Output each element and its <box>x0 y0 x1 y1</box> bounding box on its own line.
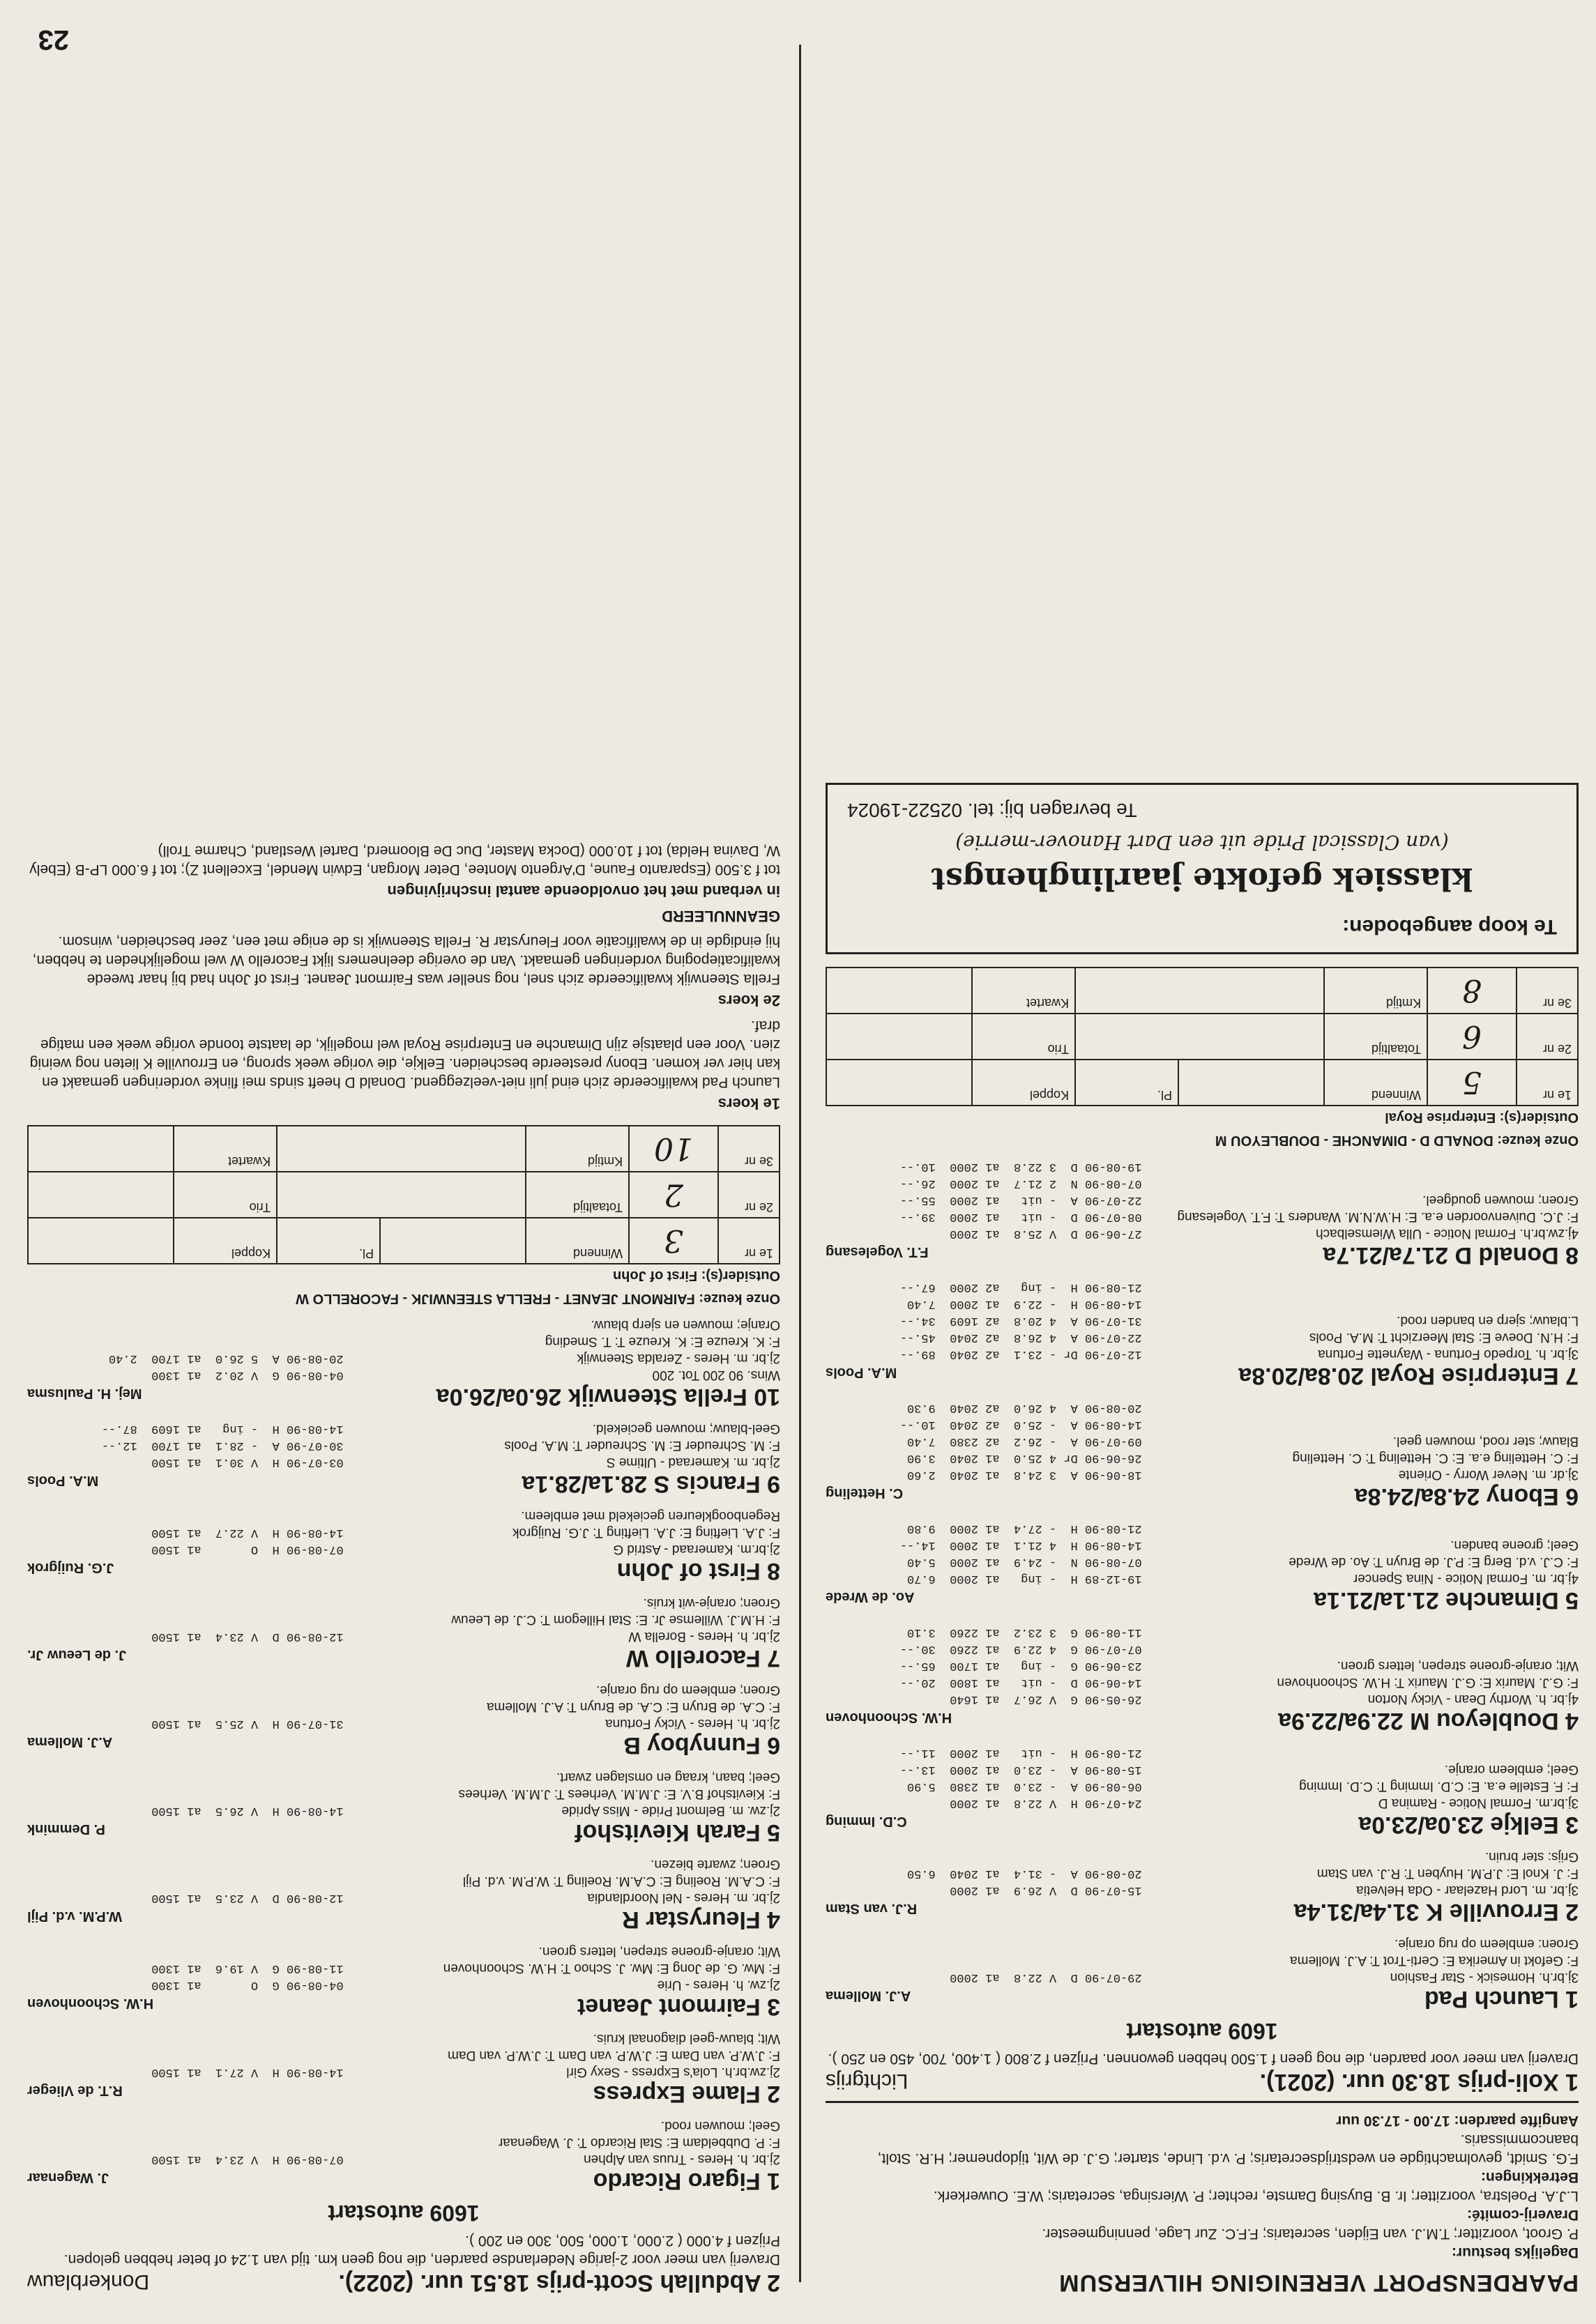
handwritten-number: 10 <box>629 1126 718 1172</box>
comite-label: Draverij-comité: <box>1467 2207 1579 2223</box>
horse-title-row <box>826 1241 1579 1269</box>
race1-bet-table <box>826 967 1579 1106</box>
horse-body <box>826 1848 1579 1898</box>
table-row <box>28 1172 780 1218</box>
cell-empty <box>380 1218 526 1264</box>
race1-keuze: Onze keuze: DONALD D - DIMANCHE - DOUBLEYOU M <box>1215 1133 1579 1148</box>
horse-form: 07-08-90 H V 23.4 a1 1500 <box>151 2153 344 2166</box>
comite-text: L.J.A. Poelstra, voorzitter; Ir. B. Buysing Damste, rechter; P. Wiersinga, secretaris; W.E. Ouwerkerk. <box>933 2188 1579 2204</box>
horse-title-row <box>826 1587 1579 1614</box>
cancelled-text: tot f 3.500 (Esparanto Faune, D'Argento Montee, Deter Morgan, Edwin Mendel, Excellent Z); tot f 6.000 LP-B (Ebely W, Davina Helda) tot f 10.000 (Docka Master, Duc De Bloomerd, Dartel Westland, Charme Troll) <box>29 843 780 878</box>
cell-label: Kmtijd <box>526 1126 629 1172</box>
cell-empty <box>826 968 972 1014</box>
horse-trainer: A.J. Mollema <box>826 1988 911 2003</box>
race2-start: 1609 autostart <box>328 2201 480 2226</box>
horse-info: 3j.br. m. Lord Hazelaar - Oda Helvetia F: J. Knol E: J.P.M. Huyben T: R.J. van Stam Grijs: ster bruin. <box>1316 1849 1579 1897</box>
horse-trainer: Mej. H. Paulusma <box>27 1386 142 1401</box>
horse-trainer: P. Demmink <box>27 1821 105 1837</box>
horse-trainer: J. de Leeuw Jr. <box>27 1647 127 1662</box>
horse-body <box>27 1856 780 1906</box>
horse-form: 14-08-90 H V 26.5 a1 1500 <box>151 1804 344 1817</box>
horse-info: 2j.zw. h. Heres - Urie F: Mw. G. de Jong E: Mw. J. Schoo T: H.W. Schoonhoven Wit; oranje-groene strepen, letters groen. <box>443 1944 780 1992</box>
horse-entry <box>27 1420 780 1497</box>
horse-info: 2j.br. m. Heres - Nel Noordlandia F: C.A.M. Roeling E: C.A.M. Roeling T: W.P.M. v.d. Pijl Groen; zwarte biezen. <box>462 1857 780 1905</box>
horse-body <box>27 2030 780 2080</box>
report-k2-text: Frella Steenwijk kwalificeerde zich snel, nog sneller was Fairmont Jeanet. First of John had bij haar tweede kwalificatiepoging vorderingen gemaakt. Van de overige deelnemers lijkt Facorello W wel mogelijkheden te hebben, hij eindigde in de kwalificatie voor Fleurystar R. Frella Steenwijk is de enige met een, zeer bescheiden, winsom. <box>32 933 780 987</box>
right-column <box>27 38 780 2296</box>
horse-title-row <box>27 1819 780 1846</box>
horse-entry <box>27 1316 780 1410</box>
horse-info: 2j.zw.br.h. Lola's Express - Sexy Girl F: J.W.P. van Dam E: J.W.P. van Dam T: J.W.P. van Dam Wit; blauw-geel diagonaal kruis. <box>448 2031 780 2079</box>
horse-entry <box>826 1744 1579 1838</box>
horse-entry <box>826 1848 1579 1925</box>
horse-name: 4 Doubleyou M 22.9a/22.9a <box>1278 1708 1579 1734</box>
horse-entry <box>826 1158 1579 1269</box>
aangifte-text: Aangifte paarden: 17.00 - 17.30 uur <box>1336 2113 1579 2129</box>
horse-form: 12-08-90 D V 23.4 a1 1500 <box>151 1630 344 1643</box>
betrekkingen-text: F.G. Smidt, gevolmachtigde en wedstrijdsecretaris; P. v.d. Linde, starter; G.J. de Wit, tijdopnemer; H.R. Stolt, baancommissaris. <box>877 2132 1579 2166</box>
horse-info: 2j.br. h. Heres - Borella W F: H.M.J. Willemse Jr. E: Stal Hillegom T: C.J. de Leeuw Groen; oranje-wit kruis. <box>451 1596 780 1644</box>
cell-label: 1e nr <box>718 1218 780 1264</box>
horse-trainer: H.W. Schoonhoven <box>826 1710 952 1725</box>
race2-color: Donkerblauw <box>27 2270 150 2293</box>
ad-subtitle: (van Classical Pride uit een Dart Hanover-merrie) <box>955 831 1449 854</box>
race1-color: Lichtgrijs <box>826 2070 909 2093</box>
race1-outsiders: Outsider(s): Enterprise Royal <box>1385 1110 1579 1125</box>
cell-label: Winnend <box>1324 1060 1427 1106</box>
horse-form: 27-06-90 D V 25.8 a1 2000 08-07-90 D - uit a1 2000 39.-- 22-07-90 A - uit a1 2000 55.-- 07-08-90 N 2 21.7 a1 2000 26.-- 19-08-90 D 3 22.8 a1 2000 10.-- <box>899 1160 1142 1240</box>
horse-name: 7 Facorello W <box>625 1645 780 1672</box>
horse-entry <box>27 1507 780 1584</box>
handwritten-number: 2 <box>629 1172 718 1218</box>
horse-name: 5 Dimanche 21.1a/21.1a <box>1314 1587 1579 1614</box>
horse-trainer: J. Wagenaar <box>27 2170 109 2185</box>
cell-empty <box>1075 968 1324 1014</box>
horse-title-row <box>826 1362 1579 1389</box>
horse-body <box>27 2117 780 2167</box>
horse-name: 10 Frella Steenwijk 26.0a/26.0a <box>436 1384 780 1410</box>
horse-form: 07-08-90 H O a1 1500 14-08-90 H V 22.7 a1 1500 <box>151 1526 344 1556</box>
cell-label: Totaaltijd <box>1324 1014 1427 1060</box>
cell-label: Kwartet <box>972 968 1075 1014</box>
horse-name: 7 Enterprise Royal 20.8a/20.8a <box>1238 1363 1579 1389</box>
horse-info: 4j.zw.br.h. Formal Notice - Ulla Wiemselbach F: J.C. Duivenvoorden e.a. E: H.W.N.M. Wanders T: F.T. Vogelesang Groen; mouwen goudgeel. <box>1177 1193 1579 1241</box>
horse-info: 3j.br.m. Formal Notice - Ramina D F: F. Estelle e.a. E: C.D. Imming T: C.D. Imming Geel; embleem oranje. <box>1299 1762 1579 1810</box>
cell-label: Koppel <box>972 1060 1075 1106</box>
horse-body <box>826 1158 1579 1241</box>
horse-title-row <box>27 1906 780 1933</box>
horse-form: 24-07-90 H V 22.8 a1 2000 06-08-90 A - 23.0 a1 2380 5.90 15-08-90 A - 23.0 a1 2000 13.-- 21-08-90 H - uit a1 2000 11.-- <box>899 1746 1142 1810</box>
ad-heading: Te koop aangeboden: <box>1342 915 1557 938</box>
horse-trainer: F.T. Vogelesang <box>826 1244 929 1260</box>
race1-title: 1 Xoli-prijs 18.30 uur. (2021). <box>1259 2069 1579 2095</box>
horse-body <box>826 1399 1579 1483</box>
horse-form: 12-07-90 Dr - 23.1 a2 2040 89.-- 22-07-90 A 4 26.8 a2 2040 45.-- 31-07-90 A 4 20.8 a2 1609 34.-- 14-08-90 H - 22.9 a1 2000 7.40 21-08-90 H - ing a2 2000 67.-- <box>899 1281 1142 1361</box>
horse-trainer: H.W. Schoonhoven <box>27 1996 154 2011</box>
horse-title-row <box>27 1993 780 2020</box>
horse-title-row <box>826 1811 1579 1838</box>
horse-name: 3 Fairmont Jeanet <box>577 1994 780 2020</box>
horse-name: 1 Figaro Ricardo <box>593 2168 780 2194</box>
horse-body <box>27 1316 780 1383</box>
race2-header <box>27 2269 780 2296</box>
horse-trainer: C. Hetteling <box>826 1485 904 1501</box>
cell-empty <box>28 1172 174 1218</box>
report-k1-title: 1e koers <box>717 1095 780 1113</box>
horse-body <box>826 1520 1579 1587</box>
table-row <box>826 1014 1578 1060</box>
horse-title-row <box>27 1557 780 1584</box>
horse-entry <box>27 1594 780 1672</box>
horse-title-row <box>27 1383 780 1410</box>
race1-desc: Draverij van meer voor paarden, die nog geen f 1.500 hebben gewonnen. Prijzen f 2.800 ( 1.400, 700, 450 en 250 ). <box>828 2051 1579 2067</box>
horse-name: 5 Farah Kievitshof <box>575 1819 780 1846</box>
horse-body <box>826 1278 1579 1362</box>
horse-info: 2j.br.m. Kameraad - Astrid G F: J.A. Liefting E: J.A. Liefting T: J.G. Ruijgrok Regenboogkleuren geciekeld met embleem. <box>512 1508 780 1557</box>
horse-title-row <box>27 1731 780 1759</box>
horse-name: 6 Ebony 24.8a/24.8a <box>1354 1483 1579 1510</box>
horse-name: 1 Launch Pad <box>1424 1986 1579 2012</box>
horse-body <box>27 1681 780 1731</box>
horse-entry <box>27 1856 780 1933</box>
cell-label: Kmtijd <box>1324 968 1427 1014</box>
cell-empty <box>826 1060 972 1106</box>
horse-name: 8 Donald D 21.7a/21.7a <box>1323 1242 1579 1269</box>
race2-outsiders: Outsider(s): First of John <box>613 1268 780 1283</box>
horse-entry <box>27 2117 780 2194</box>
horse-entry <box>27 2030 780 2107</box>
cell-label: 1e nr <box>1517 1060 1578 1106</box>
horse-body <box>27 1768 780 1819</box>
horse-name: 2 Flame Express <box>593 2081 780 2107</box>
race1-header <box>826 2068 1579 2095</box>
horse-trainer: R.J. van Stam <box>826 1901 918 1916</box>
horse-info: 2j.br. m. Kameraad - Ultime S F: M. Schreuder E: M. Schreuder T: M.A. Pools Geel-blauw; mouwen geciekeld. <box>504 1421 780 1469</box>
report-k1-text: Launch Pad kwalificeerde zich eind juli niet-veelzeggend. Donald D heeft sinds mei flinke vorderingen gemaakt en kan hier ver komen. Ebony presteerde bescheiden. Eelkje, die vorige week sprong, en Errouville K lieten nog weinig zien. Voor een plaatsje zijn Dimanche en Enterprise Royal wel mogelijk, de laatste toonde vorige week een matige draf. <box>29 1018 780 1090</box>
horse-trainer: J.G. Ruijgrok <box>27 1560 114 1575</box>
horse-form: 03-07-90 H V 30.1 a1 1500 30-07-90 A - 28.1 a1 1700 12.-- 14-08-90 H - ing a1 1609 87.-- <box>101 1422 344 1469</box>
horse-form: 15-07-90 D V 26.9 a1 2000 20-08-90 A - 31.4 a1 2040 6.50 <box>906 1867 1142 1897</box>
horse-trainer: Ao. de Wrede <box>826 1589 915 1605</box>
cancelled-subtitle: in verband met het onvoldoende aantal inschrijvingen <box>387 882 780 900</box>
cell-label: Winnend <box>526 1218 629 1264</box>
horse-name: 2 Errouville K 31.4a/31.4a <box>1293 1899 1579 1925</box>
horse-name: 6 Funnyboy B <box>623 1732 780 1759</box>
horse-entry <box>826 1520 1579 1614</box>
cell-label: 3e nr <box>718 1126 780 1172</box>
horse-title-row <box>826 1483 1579 1510</box>
cell-label: Totaaltijd <box>526 1172 629 1218</box>
org-title: PAARDENSPORT VERENIGING HILVERSUM <box>1058 2270 1579 2296</box>
horse-trainer: R.T. de Vlieger <box>27 2083 123 2098</box>
race2-bet-table <box>27 1125 780 1264</box>
cancelled-title: GEANNULEERD <box>662 908 780 925</box>
horse-body <box>826 1744 1579 1811</box>
race2-keuze: Onze keuze: FAIRMONT JEANET - FRELLA STEENWIJK - FACORELLO W <box>296 1291 780 1306</box>
horse-body <box>27 1420 780 1470</box>
betrekkingen-label: Betrekkingen: <box>1480 2169 1579 2185</box>
cell-empty <box>1178 1060 1324 1106</box>
horse-entry <box>826 1935 1579 2012</box>
horse-form: 04-08-90 G O a1 1300 11-08-90 G V 19.6 a1 1300 <box>151 1962 344 1992</box>
horse-entry <box>27 1681 780 1759</box>
horse-info: 4j.br. m. Formal Notice - Nina Spencer F: C.J. v.d. Berg E: P.J. de Bruyn T: Ao. de Wrede Geel; groene banden. <box>1289 1538 1579 1586</box>
horse-body <box>27 1507 780 1557</box>
cell-empty <box>1075 1014 1324 1060</box>
horse-title-row <box>27 1644 780 1672</box>
cell-label: Trio <box>972 1014 1075 1060</box>
cell-label: Kwartet <box>174 1126 277 1172</box>
cell-empty <box>28 1218 174 1264</box>
report-k2-title: 2e koers <box>717 992 780 1009</box>
bestuur-text: P. Groot, voorzitter; T.M.J. van Eijden, secretaris; F.F.C. Zur Lage, penningmeester. <box>1042 2226 1579 2242</box>
horse-name: 9 Francis S 28.1a/28.1a <box>522 1471 780 1497</box>
horse-trainer: C.D. Imming <box>826 1814 907 1829</box>
horse-info: 4j.br. h. Worthy Dean - Vicky Norton F: G.J. Maurix E: G.J. Maurix T: H.W. Schoonhoven Wit; oranje-groene strepen, letters groen. <box>1277 1658 1579 1706</box>
cell-label: 3e nr <box>1517 968 1578 1014</box>
horse-form: 19-12-89 H - ing a1 2000 6.70 07-08-90 N - 24.9 a1 2000 5.40 14-08-90 H 4 21.1 a1 2000 14.-- 21-08-90 H - 27.4 a1 2000 9.80 <box>899 1522 1142 1585</box>
horse-title-row <box>826 1985 1579 2012</box>
page-number: 23 <box>38 24 69 55</box>
handwritten-number: 8 <box>1427 968 1517 1014</box>
horse-name: 3 Eelkje 23.0a/23.0a <box>1358 1812 1579 1838</box>
horse-info: 3j.dr. m. Never Worry - Oriente F: C. Hetteling e.a. E: C. Hetteling T: C. Hetteling Blauw; ster rood, mouwen geel. <box>1292 1434 1579 1482</box>
cell-empty <box>277 1172 526 1218</box>
advertisement <box>826 783 1579 954</box>
horse-body <box>27 1594 780 1644</box>
cell-label: Pl. <box>277 1218 380 1264</box>
horse-info: 3j.br.h. Homesick - Star Fashion F: Gefokt in Amerika E: Certi-Trot T: A.J. Mollema Groen: embleem op rug oranje. <box>1290 1936 1579 1985</box>
left-column <box>826 38 1579 2296</box>
horse-entry <box>826 1623 1579 1734</box>
ad-title: klassiek gefokte jaarlinghengst <box>931 861 1473 896</box>
horse-info: Wins. 90 200 Tot. 200 2j.br. m. Heres - Zeralda Steenwijk F: K. Kreuze E: K. Kreuze T: T. Smeding Oranje; mouwen en sjerp blauw. <box>545 1317 780 1382</box>
cell-label: 2e nr <box>1517 1014 1578 1060</box>
section-rule <box>826 2101 1579 2103</box>
horse-title-row <box>27 1470 780 1497</box>
column-divider <box>799 45 801 2282</box>
horse-name: 8 First of John <box>616 1558 780 1584</box>
horse-info: 2j.zw. m. Belmont Pride - Miss Apride F: Kievitshof B.V. E: J.M.M. Verhees T: J.M.M. Verhees Geel; baan, kraag en omslagen zwart. <box>458 1770 780 1818</box>
cell-empty <box>277 1126 526 1172</box>
handwritten-number: 5 <box>1427 1060 1517 1106</box>
horse-form: 29-07-90 D V 22.8 a1 2000 <box>950 1971 1142 1984</box>
horse-entry <box>826 1399 1579 1510</box>
horse-body <box>27 1943 780 1993</box>
race1-horse-list <box>826 1158 1579 2012</box>
horse-trainer: W.P.M. v.d. Pijl <box>27 1909 122 1924</box>
horse-info: 3j.br. h. Torpedo Fortuna - Waynette Fortuna F: H.N. Doeve E: Stal Meerzicht T: M.A. Pools L.blauw; sjerp en banden rood. <box>1309 1313 1579 1361</box>
horse-form: 31-07-90 H V 25.5 a1 1500 <box>151 1717 344 1730</box>
horse-title-row <box>27 2167 780 2194</box>
horse-form: 26-05-90 G V 26.7 a1 1640 14-06-90 D - uit a1 1800 20.-- 23-06-90 G - ing a1 1700 65.-- 07-07-90 G 4 22.9 a1 2260 30.-- 11-08-90 G 3 23.2 a1 2260 3.10 <box>899 1626 1142 1706</box>
horse-title-row <box>826 1707 1579 1734</box>
horse-info: 2j.br. h. Heres - Truus van Alphen F: P. Dubbeldam E: Stal Ricardo T: J. Wagenaar Geel; mouwen rood. <box>498 2118 780 2166</box>
horse-form: 12-08-90 D V 23.5 a1 1500 <box>151 1891 344 1904</box>
horse-entry <box>826 1278 1579 1389</box>
race1-start: 1609 autostart <box>1126 2019 1278 2044</box>
cell-label: Pl. <box>1075 1060 1178 1106</box>
race2-desc: Draverij van meer voor 2-jarige Nederlandse paarden, die nog geen km. tijd van 1.24 of beter hebben gelopen. Prijzen f 4.000 ( 2.000, 1.000, 500, 300 en 200 ). <box>63 2233 780 2268</box>
horse-form: 18-06-90 A 3 24.8 a1 2040 2.60 26-06-90 Dr 4 25.0 a1 2040 3.90 09-07-90 A - 26.2 a2 2380 7.40 14-08-90 A - 25.0 a2 2040 10.-- 20-08-90 A 4 26.0 a2 2040 9.30 <box>899 1401 1142 1481</box>
race2-horse-list <box>27 1316 780 2194</box>
horse-title-row <box>826 1898 1579 1925</box>
horse-body <box>826 1623 1579 1707</box>
table-row <box>28 1126 780 1172</box>
horse-form: 04-08-90 G V 20.2 a1 1300 20-08-90 A 5 26.0 a1 1700 2.40 <box>108 1352 344 1382</box>
bestuur-label: Dagelijks bestuur: <box>1451 2245 1579 2261</box>
horse-trainer: A.J. Mollema <box>27 1734 113 1750</box>
horse-name: 4 Fleurystar R <box>622 1906 780 1933</box>
horse-body <box>826 1935 1579 1985</box>
horse-trainer: M.A. Pools <box>27 1473 99 1488</box>
table-row <box>28 1218 780 1264</box>
table-row <box>826 968 1578 1014</box>
horse-trainer: M.A. Pools <box>826 1365 897 1380</box>
horse-title-row <box>27 2080 780 2107</box>
horse-entry <box>27 1943 780 2020</box>
horse-info: 2j.br. h. Heres - Vicky Fortuna F: C.A. de Bruyn E: C.A. de Bruyn T: A.J. Mollema Groen; embleem op rug oranje. <box>487 1683 780 1731</box>
cell-label: Trio <box>174 1172 277 1218</box>
cell-empty <box>28 1126 174 1172</box>
cell-empty <box>826 1014 972 1060</box>
cell-label: Koppel <box>174 1218 277 1264</box>
horse-entry <box>27 1768 780 1846</box>
ad-contact: Te bevragen bij: tel. 02522-19024 <box>847 800 1137 821</box>
handwritten-number: 6 <box>1427 1014 1517 1060</box>
handwritten-number: 3 <box>629 1218 718 1264</box>
table-row <box>826 1060 1578 1106</box>
race2-title: 2 Abdullah Scott-prijs 18.51 uur. (2022). <box>338 2270 780 2296</box>
horse-form: 14-08-90 H V 27.1 a1 1500 <box>151 2065 344 2079</box>
cell-label: 2e nr <box>718 1172 780 1218</box>
